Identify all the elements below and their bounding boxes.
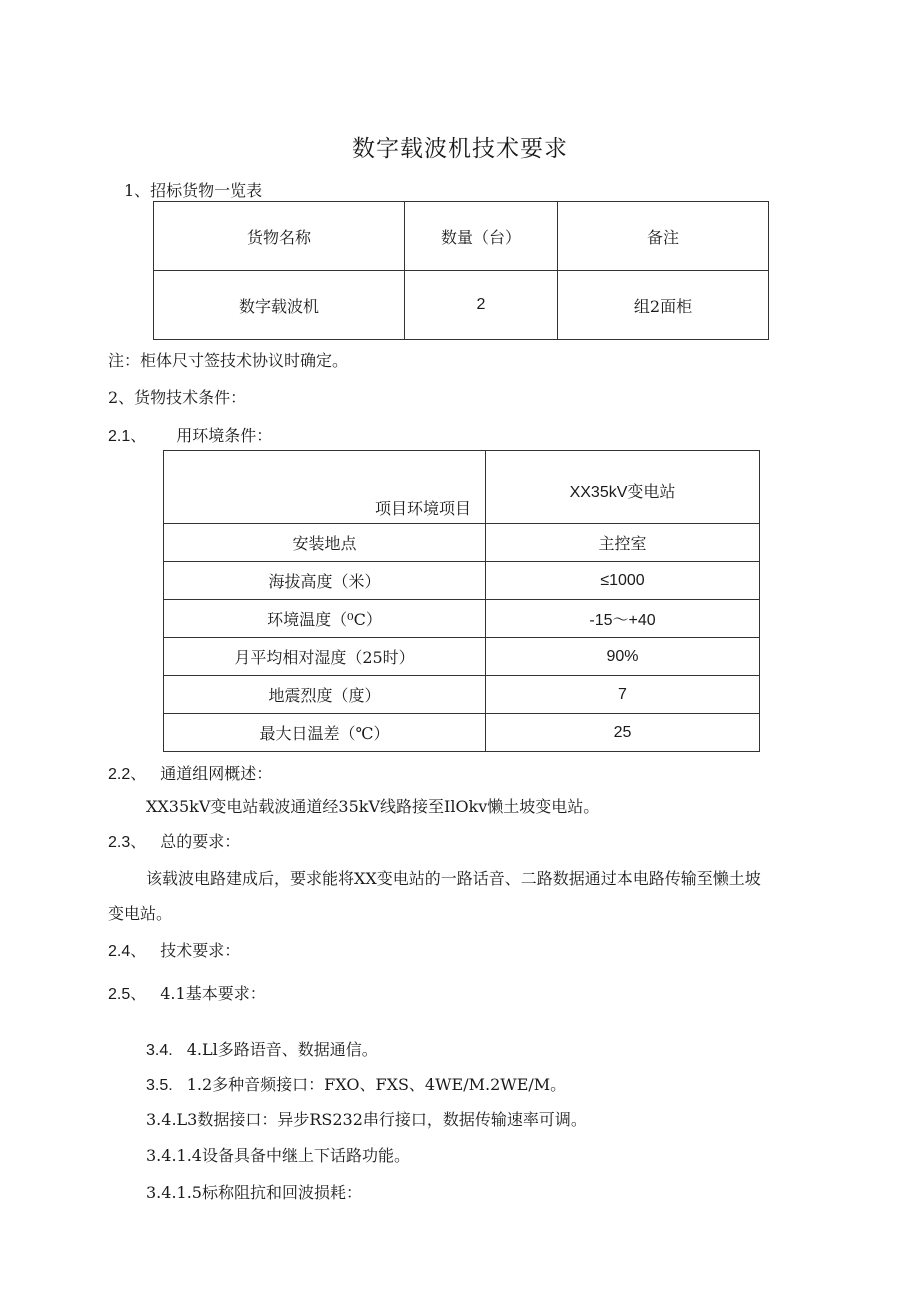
- section-number: 2.2、: [108, 766, 147, 783]
- table-row: [164, 600, 760, 638]
- item-number: 3.4.: [146, 1042, 173, 1059]
- item-3-4-1-5: 3.4.1.5标称阻抗和回波损耗：: [146, 1183, 362, 1202]
- section-2-3-body-line1: 该载波电路建成后，要求能将XX变电站的一路话音、二路数据通过本电路传输至懒土坡: [146, 869, 761, 888]
- section-2-5: [108, 981, 266, 1004]
- section-2-2-body: XX35kV变电站载波通道经35kV线路接至IlOkv懒土坡变电站。: [146, 797, 600, 816]
- section-text: 用环境条件：: [176, 426, 273, 445]
- section-number: 2.1、: [108, 428, 147, 445]
- cell-value: ≤1000: [486, 562, 760, 600]
- cell-value: 90%: [486, 638, 760, 676]
- cell-value: -15～+40: [486, 600, 760, 638]
- note: 注：柜体尺寸签技术协议时确定。: [108, 351, 349, 370]
- table-header-row: [154, 202, 769, 271]
- table-header-row: [164, 451, 760, 524]
- section-text: 技术要求：: [160, 941, 241, 960]
- cell-label: 地震烈度（度）: [164, 676, 486, 714]
- item-text: 1.2多种音频接口：FXO、FXS、4WE/M.2WE/M。: [186, 1075, 567, 1094]
- cell-value: 7: [486, 676, 760, 714]
- section1-heading: 1、招标货物一览表: [124, 181, 263, 200]
- header-quantity: 数量（台）: [405, 202, 558, 271]
- section-2-2: [108, 761, 272, 784]
- header-goods-name: 货物名称: [154, 202, 405, 271]
- header-substation: XX35kV变电站: [569, 484, 676, 501]
- cell-value: 主控室: [486, 524, 760, 562]
- item-3-4-1-1: [146, 1037, 378, 1060]
- cell-goods-name: 数字载波机: [154, 271, 405, 340]
- item-number: 3.5.: [146, 1077, 173, 1094]
- goods-table: [153, 201, 769, 340]
- section-2-4: [108, 938, 240, 961]
- section2-heading: 2、货物技术条件：: [108, 388, 247, 407]
- section-2-3: [108, 829, 240, 852]
- section-text: 4.1基本要求：: [160, 984, 266, 1003]
- section-2-3-body-line2: 变电站。: [108, 904, 173, 923]
- table-row: [164, 638, 760, 676]
- cell-label: 海拔高度（米）: [164, 562, 486, 600]
- cell-label: 最大日温差（℃）: [164, 714, 486, 752]
- table-row: [164, 562, 760, 600]
- cell-label: 安装地点: [164, 524, 486, 562]
- header-env-item: 项目环境项目: [374, 499, 471, 518]
- table-row: [164, 524, 760, 562]
- section-number: 2.4、: [108, 943, 147, 960]
- item-text: 4.Ll多路语音、数据通信。: [186, 1040, 378, 1059]
- item-3-4-1-3: 3.4.L3数据接口：异步RS232串行接口，数据传输速率可调。: [146, 1110, 587, 1129]
- item-3-4-1-4: 3.4.1.4设备具备中继上下话路功能。: [146, 1146, 410, 1165]
- header-remarks: 备注: [558, 202, 769, 271]
- item-3-4-1-2: [146, 1072, 566, 1095]
- section-number: 2.3、: [108, 834, 147, 851]
- table-row: [164, 714, 760, 752]
- cell-value: 25: [486, 714, 760, 752]
- page-title: 数字载波机技术要求: [352, 136, 568, 162]
- section-text: 总的要求：: [160, 832, 241, 851]
- cell-quantity: 2: [405, 271, 558, 340]
- cell-label: 环境温度（⁰C）: [164, 600, 486, 638]
- table-row: [154, 271, 769, 340]
- cell-remarks: 组2面柜: [558, 271, 769, 340]
- section-2-1: [108, 423, 272, 446]
- table-row: [164, 676, 760, 714]
- section-text: 通道组网概述：: [160, 764, 273, 783]
- environment-table: [163, 450, 760, 752]
- cell-label: 月平均相对湿度（25时）: [164, 638, 486, 676]
- section-number: 2.5、: [108, 986, 147, 1003]
